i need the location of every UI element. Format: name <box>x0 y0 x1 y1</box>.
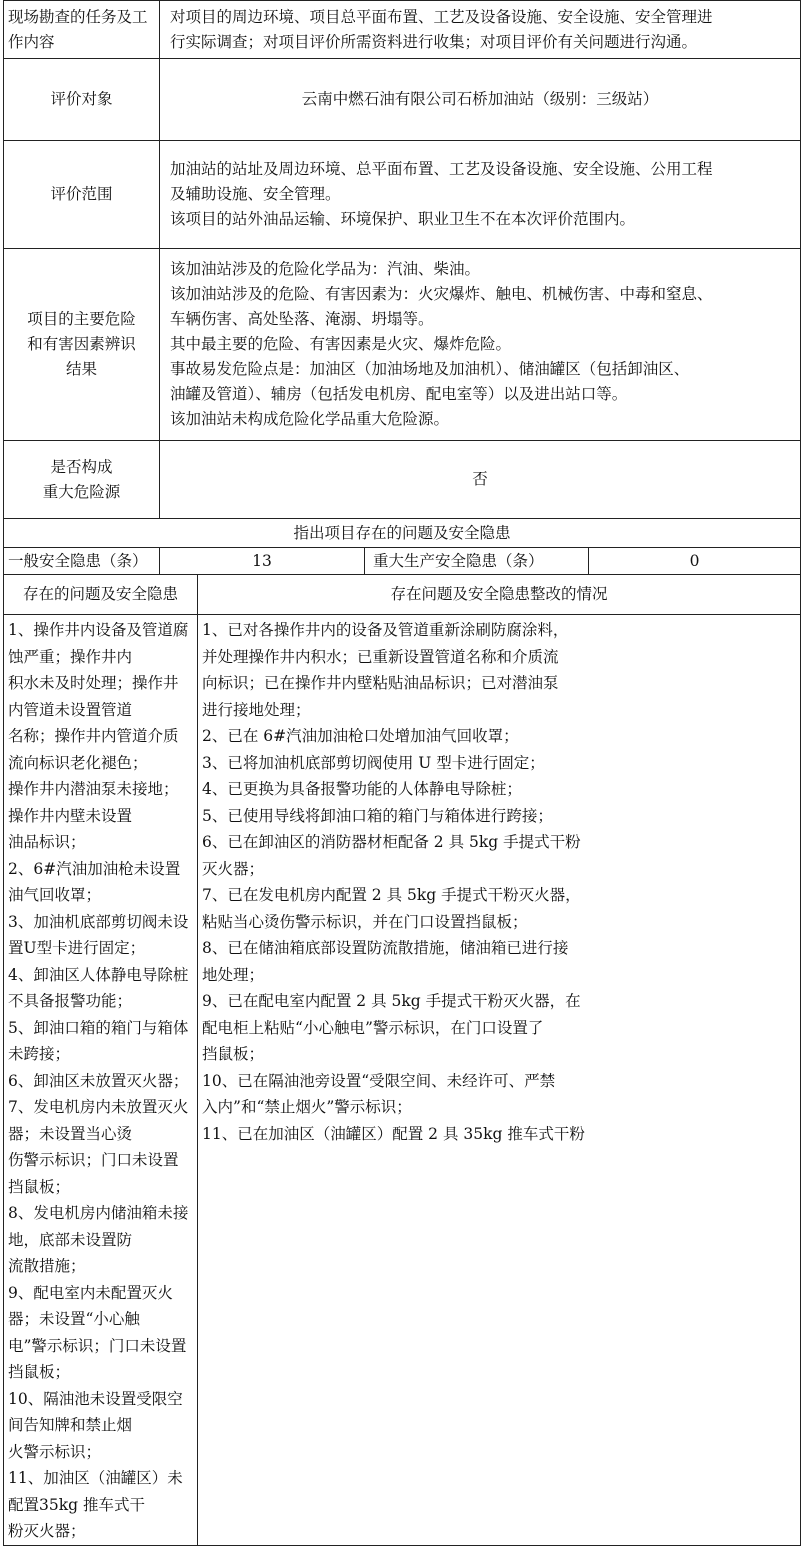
issue-line: 4、卸油区人体静电导除桩不具备报警功能； <box>8 965 189 1010</box>
issue-line: 积水未及时处理；操作井内管道未设置管道 <box>8 674 179 719</box>
issue-line: 11、加油区（油罐区）未配置35kg 推车式干 <box>8 1469 183 1514</box>
issue-line: 1、操作井内设备及管道腐蚀严重；操作井内 <box>8 621 189 666</box>
issue-line: 粉灭火器； <box>8 1522 86 1540</box>
hazard-line: 该加油站未构成危险化学品重大危险源。 <box>170 410 450 428</box>
issue-line: 6、卸油区未放置灭火器； <box>8 1071 189 1090</box>
right-column-header: 存在问题及安全隐患整改的情况 <box>198 575 801 615</box>
hazard-line: 事故易发危险点是：加油区（加油场地及加油机）、储油罐区（包括卸油区、 <box>170 360 690 378</box>
scope-line: 该项目的站外油品运输、环境保护、职业卫生不在本次评价范围内。 <box>170 210 636 228</box>
rectification-line: 9、已在配电室内配置 2 具 5kg 手提式干粉灭火器，在 <box>202 992 581 1010</box>
rectification-line: 5、已使用导线将卸油口箱的箱门与箱体进行跨接； <box>202 806 553 825</box>
hazard-label-line: 和有害因素辨识 <box>27 335 136 353</box>
issue-line: 伤警示标识；门口未设置挡鼠板； <box>8 1151 179 1196</box>
rectification-line: 挡鼠板； <box>202 1045 265 1063</box>
rectification-line: 2、已在 6#汽油加油枪口处增加油气回收罩； <box>202 727 519 745</box>
scope-content <box>160 141 801 249</box>
issue-line: 电”警示标识；门口未设置挡鼠板； <box>8 1336 187 1381</box>
hazard-content <box>160 249 801 441</box>
assessment-table <box>3 0 801 1546</box>
rectification-line: 并处理操作井内积水；已重新设置管道名称和介质流 <box>202 647 559 666</box>
major-count-value: 0 <box>589 548 801 575</box>
rectification-line: 入内”和“禁止烟火”警示标识； <box>202 1098 412 1116</box>
general-count-label: 一般安全隐患（条） <box>4 548 160 575</box>
issue-line: 2、6#汽油加油枪未设置油气回收罩； <box>8 859 181 904</box>
hazard-label-line: 结果 <box>66 360 98 378</box>
rectification-line: 地处理； <box>202 965 265 984</box>
issue-line: 9、配电室内未配置灭火器；未设置“小心触 <box>8 1283 173 1328</box>
hazard-label <box>4 249 160 441</box>
issue-line: 8、发电机房内储油箱未接地，底部未设置防 <box>8 1204 189 1249</box>
row-issues-header <box>4 519 801 548</box>
row-counts <box>4 548 801 575</box>
rectification-list <box>198 615 801 1546</box>
task-line: 行实际调查；对项目评价所需资料进行收集；对项目评价有关问题进行沟通。 <box>170 32 698 51</box>
major-label-line: 重大危险源 <box>42 482 121 501</box>
rectification-line: 配电柜上粘贴“小心触电”警示标识，在门口设置了 <box>202 1018 544 1037</box>
hazard-line: 该加油站涉及的危险、有害因素为：火灾爆炸、触电、机械伤害、中毒和窒息、 <box>170 285 713 303</box>
general-count-value: 13 <box>160 548 365 575</box>
rectification-line: 1、已对各操作井内的设备及管道重新涂刷防腐涂料， <box>202 621 569 639</box>
issue-line: 10、隔油池未设置受限空间告知牌和禁止烟 <box>8 1389 183 1434</box>
row-issue-lists <box>4 615 801 1546</box>
issue-line: 火警示标识； <box>8 1442 102 1461</box>
row-object <box>4 59 801 141</box>
issues-header: 指出项目存在的问题及安全隐患 <box>4 519 801 548</box>
rectification-line: 11、已在加油区（油罐区）配置 2 具 35kg 推车式干粉 <box>202 1124 585 1143</box>
rectification-line: 3、已将加油机底部剪切阀使用 U 型卡进行固定； <box>202 753 545 772</box>
row-columns-header <box>4 575 801 615</box>
task-line: 对项目的周边环境、项目总平面布置、工艺及设备设施、安全设施、安全管理进 <box>170 7 713 26</box>
issue-line: 3、加油机底部剪切阀未设置U型卡进行固定； <box>8 912 189 957</box>
rectification-line: 10、已在隔油池旁设置“受限空间、未经许可、严禁 <box>202 1071 556 1090</box>
row-hazard <box>4 249 801 441</box>
hazard-label-line: 项目的主要危险 <box>27 310 136 328</box>
issue-line: 7、发电机房内未放置灭火器；未设置当心烫 <box>8 1098 189 1143</box>
task-content <box>160 1 801 59</box>
rectification-line: 进行接地处理； <box>202 700 311 719</box>
hazard-line: 车辆伤害、高处坠落、淹溺、坍塌等。 <box>170 310 434 328</box>
hazard-line: 该加油站涉及的危险化学品为：汽油、柴油。 <box>170 260 481 278</box>
major-count-label: 重大生产安全隐患（条） <box>365 548 589 575</box>
task-label-cell <box>4 1 160 59</box>
scope-line: 加油站的站址及周边环境、总平面布置、工艺及设备设施、安全设施、公用工程 <box>170 160 713 178</box>
issue-line: 流散措施； <box>8 1257 86 1275</box>
row-task <box>4 1 801 59</box>
rectification-line: 4、已更换为具备报警功能的人体静电导除桩； <box>202 780 522 798</box>
rectification-line: 8、已在储油箱底部设置防流散措施，储油箱已进行接 <box>202 939 569 957</box>
issue-line: 名称；操作井内管道介质流向标识老化褪色； <box>8 727 179 772</box>
rectification-line: 灭火器； <box>202 859 265 878</box>
hazard-line: 其中最主要的危险、有害因素是火灾、爆炸危险。 <box>170 335 512 353</box>
major-label-line: 是否构成 <box>50 457 113 476</box>
row-major-hazard <box>4 441 801 519</box>
issue-line: 5、卸油口箱的箱门与箱体未跨接； <box>8 1018 189 1063</box>
major-hazard-label <box>4 441 160 519</box>
left-column-header: 存在的问题及安全隐患 <box>4 575 198 615</box>
major-hazard-value: 否 <box>160 441 801 519</box>
object-label: 评价对象 <box>4 59 160 141</box>
rectification-line: 7、已在发电机房内配置 2 具 5kg 手提式干粉灭火器， <box>202 886 581 904</box>
rectification-line: 粘贴当心烫伤警示标识，并在门口设置挡鼠板； <box>202 912 528 931</box>
scope-label: 评价范围 <box>4 141 160 249</box>
scope-line: 及辅助设施、安全管理。 <box>170 185 341 203</box>
issue-line: 油品标识； <box>8 833 86 851</box>
rectification-line: 6、已在卸油区的消防器材柜配备 2 具 5kg 手提式干粉 <box>202 833 581 851</box>
issue-list <box>4 615 198 1546</box>
hazard-line: 油罐及管道）、辅房（包括发电机房、配电室等）以及进出站口等。 <box>170 385 628 403</box>
issue-line: 操作井内潜油泵未接地；操作井内壁未设置 <box>8 780 179 825</box>
object-value: 云南中燃石油有限公司石桥加油站（级别：三级站） <box>160 59 801 141</box>
task-label: 现场勘查的任务及工作内容 <box>8 7 148 51</box>
rectification-line: 向标识；已在操作井内壁粘贴油品标识；已对潜油泵 <box>202 674 559 692</box>
row-scope <box>4 141 801 249</box>
